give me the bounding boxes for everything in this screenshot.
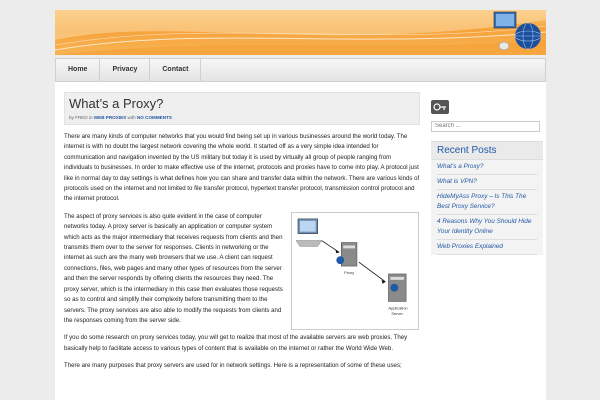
post-meta xyxy=(69,115,415,120)
meta-with: with xyxy=(127,115,136,120)
search-input[interactable] xyxy=(431,121,540,132)
post-header xyxy=(64,92,420,125)
recent-post-link[interactable]: What is VPN? xyxy=(437,175,537,190)
post-paragraph: If you do some research on proxy services today, you will get to realize that most of the available servers are web proxies. They basically help to facilitate access to various types of content that is available on the internet or rather the World Wide Web. xyxy=(64,334,408,352)
paragraph-with-diagram xyxy=(64,212,420,326)
nav-home[interactable]: Home xyxy=(56,59,100,81)
banner-swoosh xyxy=(55,10,546,55)
meta-author: FRED xyxy=(75,115,88,120)
post xyxy=(64,92,420,372)
meta-by: by xyxy=(69,115,74,120)
proxy-label: Proxy xyxy=(344,269,355,275)
proxy-diagram xyxy=(291,212,419,330)
main-nav xyxy=(55,58,546,82)
post-paragraph: There are many purposes that proxy servers are used for in network settings. Here is a representation of some of these uses; xyxy=(64,362,402,370)
recent-posts-widget xyxy=(431,141,543,255)
recent-post-link[interactable]: What’s a Proxy? xyxy=(437,160,537,175)
search-widget xyxy=(431,100,543,114)
recent-posts-title: Recent Posts xyxy=(431,142,543,160)
recent-post-link[interactable]: Web Proxies Explained xyxy=(437,240,537,255)
header-banner xyxy=(55,10,546,55)
post-paragraph: There are many kinds of computer networks that you would find being set up in various businesses around the world today. The internet is with no doubt the largest network covering the whole world. It started off as a very simple idea intended for communication and navigation invented by the US military but today it is used by virtually all group of people ranging from individuals to businesses. In order to make effective use of the internet, protocols and proxies have to come into play. A protocol just like in normal day to day settings is what defines how you can share and transfer data within the network. There are various kinds of protocols used on the internet and not limited to file transfer protocol, hypertext transfer protocol, transmission control protocol and the internet protocol. xyxy=(64,133,420,203)
nav-contact[interactable]: Contact xyxy=(150,59,201,81)
computer-globe-icon xyxy=(490,10,546,55)
key-icon xyxy=(431,100,449,114)
post-paragraph: The aspect of proxy services is also quite evident in the case of computer networks today. A proxy server is basically an application or computer system which acts as the major intermediary that receives requests from clients and then transmits them over to the server for responses. Clients in networking or the internet as such are the many web browsers that we use. A client can request connections, files, web pages and many other types of resources from the server and then the server responds by offering clients the resources they need. The proxy server, which is the intermediary in this case then evaluates those requests so as to control and simplify their complexity before transmitting them to the servers. The proxy services are also able to modify the requests from clients and the responses coming from the server side. xyxy=(64,212,283,324)
meta-in: in xyxy=(88,115,93,120)
sidebar xyxy=(431,100,543,255)
post-title[interactable]: What’s a Proxy? xyxy=(69,96,164,111)
server-label-line1: Application xyxy=(388,305,408,311)
recent-post-link[interactable]: 4 Reasons Why You Should Hide Your Identity Online xyxy=(437,215,537,240)
recent-post-link[interactable]: HideMyAss Proxy – Is This The Best Proxy Service? xyxy=(437,190,537,215)
meta-category-link[interactable]: WEB PROXIES xyxy=(93,115,127,120)
content-area xyxy=(55,82,546,400)
recent-posts-list xyxy=(431,160,543,255)
proxy-diagram-image xyxy=(292,213,418,329)
nav-privacy[interactable]: Privacy xyxy=(100,59,150,81)
meta-comments-link[interactable]: NO COMMENTS xyxy=(136,115,172,120)
server-label-line2: Server xyxy=(391,311,403,317)
